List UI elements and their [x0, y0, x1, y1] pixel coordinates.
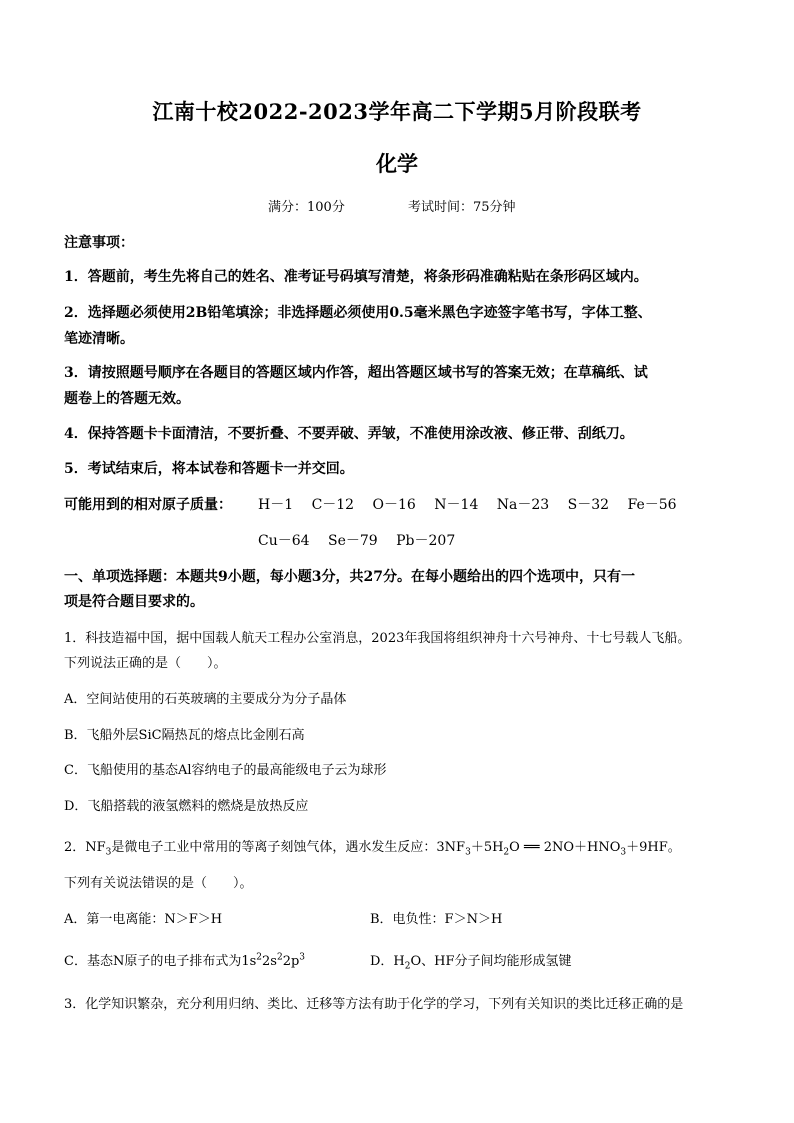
question-stem: 下列说法正确的是（ ）。: [64, 656, 227, 671]
option-a: A．第一电离能：N＞F＞H: [64, 912, 223, 927]
option-c: C．飞船使用的基态Al容纳电子的最高能级电子云为球形: [64, 763, 387, 778]
notice-item: 5．考试结束后，将本试卷和答题卡一并交回。: [64, 461, 354, 477]
atomic-mass-row: Cu－64 Se－79 Pb－207: [258, 533, 456, 549]
atomic-mass-label: 可能用到的相对原子质量：: [64, 497, 232, 513]
option-d: D．飞船搭载的液氢燃料的燃烧是放热反应: [64, 799, 309, 814]
question-stem: 1．科技造福中国，据中国载人航天工程办公室消息，2023年我国将组织神舟十六号神舟、十七号载人飞船。: [64, 631, 691, 646]
section-heading: 项是符合题目要求的。: [64, 594, 204, 610]
question-stem: 下列有关说法错误的是（ ）。: [64, 876, 253, 891]
option-b: B．飞船外层SiC隔热瓦的熔点比金刚石高: [64, 728, 305, 743]
exam-time: 考试时间：75分钟: [408, 200, 516, 215]
notice-item: 题卷上的答题无效。: [64, 391, 190, 407]
notice-item: 3．请按照题号顺序在各题目的答题区域内作答，超出答题区域书写的答案无效；在草稿纸、试: [64, 365, 648, 381]
option-c: C．基态N原子的电子排布式为$1s^22s^22p^3$: [64, 952, 306, 969]
option-b: B．电负性：F＞N＞H: [370, 912, 503, 927]
full-score: 满分：100分: [268, 200, 345, 215]
notice-item: 2．选择题必须使用2B铅笔填涂；非选择题必须使用0.5毫米黑色字迹签字笔书写，字体工整、: [64, 305, 652, 321]
notice-item: 4．保持答题卡卡面清洁，不要折叠、不要弄破、弄皱，不准使用涂改液、修正带、刮纸刀。: [64, 426, 634, 442]
atomic-mass-row: H－1 C－12 O－16 N－14 Na－23 S－32 Fe－56: [258, 497, 677, 513]
exam-title: 江南十校2022-2023学年高二下学期5月阶段联考: [152, 99, 642, 124]
question-stem: 3．化学知识繁杂，充分利用归纳、类比、迁移等方法有助于化学的学习，下列有关知识的类比迁移正确的是: [64, 997, 684, 1012]
question-stem: 2．$NF_3$是微电子工业中常用的等离子刻蚀气体，遇水发生反应：$3NF_3+5H_2O$ ══ $2NO+HNO_3+9HF$。: [64, 840, 681, 858]
option-a: A．空间站使用的石英玻璃的主要成分为分子晶体: [64, 692, 347, 707]
option-d: D．$H_2O$、HF分子间均能形成氢键: [370, 954, 572, 972]
section-heading: 一、单项选择题：本题共9小题，每小题3分，共27分。在每小题给出的四个选项中，只有一: [64, 569, 635, 585]
notice-heading: 注意事项：: [64, 235, 134, 251]
notice-item: 笔迹清晰。: [64, 331, 134, 347]
subject-title: 化学: [376, 151, 418, 176]
notice-item: 1．答题前，考生先将自己的姓名、准考证号码填写清楚，将条形码准确粘贴在条形码区域内。: [64, 269, 648, 285]
